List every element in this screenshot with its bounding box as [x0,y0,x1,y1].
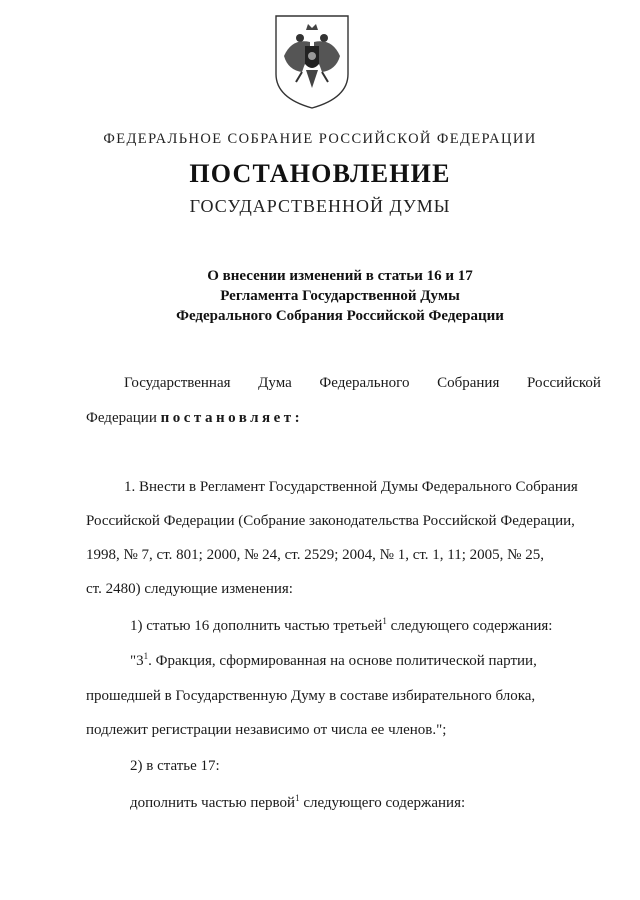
superscript: 1 [295,793,300,803]
preamble-text: Федерации [86,410,157,426]
preamble-word: Собрания [437,375,500,391]
paragraph-line: 1. Внести в Регламент Государственной Думы Федерального Собрания [124,479,578,495]
subitem-text: дополнить частью первой [130,795,296,811]
paragraph-line: прошедшей в Государственную Думу в составе избирательного блока, [86,688,536,704]
paragraph-line: 1998, № 7, ст. 801; 2000, № 24, ст. 2529; 2004, № 1, ст. 1, 11; 2005, № 25, [86,547,544,563]
title-line: О внесении изменений в статьи 16 и 17 [207,268,473,284]
subitem-2: 2) в статье 17: [130,758,220,774]
subitem-2-text [130,795,465,812]
preamble-word: Российской [527,375,601,391]
title-line: Регламента Государственной Думы [220,288,460,304]
subitem-text: следующего содержания: [386,618,553,634]
paragraph-line: Российской Федерации (Собрание законодательства Российской Федерации, [86,513,575,529]
superscript: 1 [382,616,387,626]
paragraph-line: ст. 2480) следующие изменения: [86,581,293,597]
state-emblem [272,12,352,112]
operative-word: постановляет: [160,410,304,426]
paragraph-line: подлежит регистрации независимо от числа ее членов."; [86,722,447,738]
subitem-1 [130,618,552,635]
preamble-line [124,375,601,392]
issuing-body: ГОСУДАРСТВЕННОЙ ДУМЫ [189,196,451,216]
preamble-word: Федерального [319,375,410,391]
superscript: 1 [143,651,149,661]
double-headed-eagle-icon [272,12,352,112]
quote-text: . Фракция, сформированная на основе политической партии, [148,653,537,669]
document-type: ПОСТАНОВЛЕНИЕ [189,159,451,188]
organization-name: ФЕДЕРАЛЬНОЕ СОБРАНИЕ РОССИЙСКОЙ ФЕДЕРАЦИИ [103,131,537,147]
quote-open: "3 [130,653,144,669]
preamble-word: Государственная [124,375,231,391]
paragraph-line [130,653,537,670]
subitem-text: следующего содержания: [299,795,466,811]
title-line: Федерального Собрания Российской Федерации [176,308,504,324]
subitem-text: 1) статью 16 дополнить частью третьей [130,618,383,634]
preamble-line [86,410,303,427]
preamble-word: Дума [258,375,292,391]
